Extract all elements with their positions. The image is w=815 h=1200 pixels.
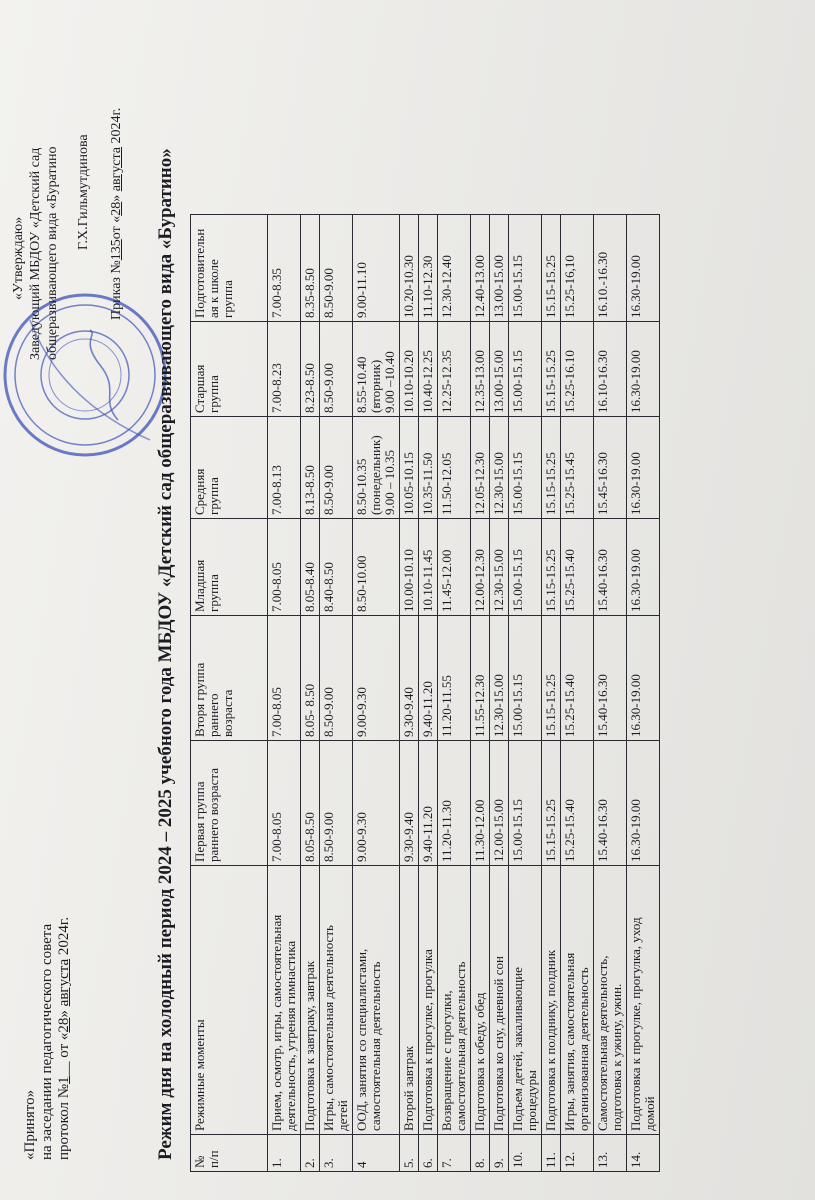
regime-moment-cell-line: Подготовка к завтраку, завтрак [302,960,317,1131]
middle-group-cell-line: 9.00 – 10.35 [382,450,397,515]
second-early-age-cell-line: 15.15-15.25 [543,674,558,737]
row-number-cell-line: 1. [269,1158,284,1168]
first-early-age-cell-line: 16.30-19.00 [628,799,643,862]
middle-group-cell-line: 8.50-10.35 [354,458,369,515]
senior-group-cell-line: 15.15-15.25 [543,350,558,413]
senior-group-cell-line: 15.25-16.10 [562,350,577,413]
row-number-cell [353,1135,400,1172]
regime-moment-cell [542,866,561,1135]
senior-group-cell [490,322,509,417]
junior-group-cell-line: 10.10-11.45 [420,549,435,612]
row-number-cell-line: 11. [543,1152,558,1168]
junior-group-cell [509,519,542,616]
first-early-age-cell [419,741,438,866]
preparatory-group-cell [509,215,542,322]
column-header [191,519,268,616]
junior-group-cell [353,519,400,616]
preparatory-group-cell [594,215,627,322]
senior-group-cell [301,322,320,417]
middle-group-cell [268,417,301,519]
regime-moment-cell [419,866,438,1135]
senior-group-cell-line: 12.35-13.00 [472,350,487,413]
middle-group-cell-line: 11.50-12.05 [439,452,454,515]
preparatory-group-cell-line: 16.30-19.00 [628,255,643,318]
row-number-cell-line: 10. [510,1151,525,1168]
senior-group-cell [509,322,542,417]
first-early-age-cell-line: 9.00-9.30 [354,812,369,862]
junior-group-cell [627,519,660,616]
row-number-cell-line: 7. [439,1158,454,1168]
junior-group-cell-line: 12.30-15.00 [491,549,506,612]
junior-group-cell-line: 8.40-8.50 [321,562,336,612]
first-early-age-cell [471,741,490,866]
regime-moment-cell [490,866,509,1135]
first-early-age-cell-line: 9.40-11.20 [420,806,435,862]
column-header [191,866,268,1135]
preparatory-group-cell-line: 8.35-8.50 [302,268,317,318]
table-row [627,215,660,1172]
table-row [353,215,400,1172]
row-number-cell [400,1135,419,1172]
preparatory-group-cell [542,215,561,322]
first-early-age-cell-line: 8.50-9.00 [321,812,336,862]
regime-moment-cell-line: Игры, самостоятельная деятельность [321,925,336,1131]
regime-moment-cell-line: Подготовка к прогулке, прогулка, уход [628,917,643,1131]
middle-group-cell [438,417,471,519]
second-early-age-cell-line: 9.30-9.40 [401,687,416,737]
table-row [509,215,542,1172]
first-early-age-cell-line: 15.40-16.30 [595,799,610,862]
second-early-age-cell-line: 16.30-19.00 [628,674,643,737]
senior-group-cell-line: 16.10-16.30 [595,350,610,413]
junior-group-cell-line: 8.50-10.00 [354,555,369,612]
first-early-age-cell [320,741,353,866]
second-early-age-cell [301,616,320,741]
second-early-age-cell [419,616,438,741]
column-header [191,1135,268,1172]
table-row [594,215,627,1172]
row-number-cell-line: 13. [595,1151,610,1168]
first-early-age-cell-line: 15.25-15.40 [562,799,577,862]
column-header-line: возраста [220,689,235,737]
junior-group-cell [268,519,301,616]
regime-moment-cell-line: ООД, занятия со специалистами, [354,948,369,1131]
approve-label: «Утверждаю» [11,216,26,300]
preparatory-group-cell [353,215,400,322]
junior-group-cell [471,519,490,616]
regime-moment-cell-line: Подготовка к обеду, обед [472,992,487,1131]
middle-group-cell [400,417,419,519]
regime-moment-cell-line: организованная деятельность [576,967,591,1131]
regime-moment-cell [471,866,490,1135]
preparatory-group-cell [471,215,490,322]
senior-group-cell [627,322,660,417]
senior-group-cell-line: 16.30-19.00 [628,350,643,413]
column-header-line: № [192,1155,207,1168]
preparatory-group-cell-line: 16.10.-16.30 [595,251,610,318]
regime-moment-cell [301,866,320,1135]
column-header-line: Первая группа [192,781,207,862]
junior-group-cell [320,519,353,616]
table-row [542,215,561,1172]
senior-group-cell-line: 8.55-10.40 [354,356,369,413]
regime-moment-cell-line: Второй завтрак [401,1045,416,1131]
junior-group-cell [438,519,471,616]
second-early-age-cell-line: 9.40-11.20 [420,681,435,737]
middle-group-cell [419,417,438,519]
second-early-age-cell-line: 11.55-12.30 [472,674,487,737]
table-body [268,215,660,1172]
preparatory-group-cell [400,215,419,322]
row-number-cell-line: 5. [401,1158,416,1168]
second-early-age-cell [542,616,561,741]
junior-group-cell [542,519,561,616]
first-early-age-cell-line: 7.00-8.05 [269,812,284,862]
protocol-line: протокол №1__ от «28» августа 2024г. [56,916,72,1160]
first-early-age-cell [594,741,627,866]
regime-moment-cell-line: Прием, осмотр, игры, самостоятельная [269,914,284,1131]
row-number-cell [627,1135,660,1172]
second-early-age-cell-line: 9.00-9.30 [354,687,369,737]
preparatory-group-cell-line: 15.25-16,10 [562,255,577,318]
senior-group-cell-line: 8.50-9.00 [321,363,336,413]
senior-group-cell [353,322,400,417]
senior-group-cell [320,322,353,417]
senior-group-cell-line: 7.00-8.23 [269,363,284,413]
regime-moment-cell [438,866,471,1135]
first-early-age-cell [438,741,471,866]
regime-moment-cell-line: Самостоятельная деятельность, [595,955,610,1131]
column-header-line: Младшая [192,559,207,612]
senior-group-cell [594,322,627,417]
row-number-cell-line: 4 [354,1161,369,1168]
junior-group-cell-line: 7.00-8.05 [269,562,284,612]
preparatory-group-cell-line: 11.10-12.30 [420,255,435,318]
first-early-age-cell [353,741,400,866]
head-position-line: Заведующий МБДОУ «Детский сад [28,147,43,360]
row-number-cell [268,1135,301,1172]
preparatory-group-cell-line: 13.00-15.00 [491,255,506,318]
preparatory-group-cell [438,215,471,322]
middle-group-cell-line: 10.05-10.15 [401,452,416,515]
junior-group-cell-line: 8.05-8.40 [302,562,317,612]
first-early-age-cell-line: 9.30-9.40 [401,812,416,862]
middle-group-cell-line: 12.30-15.00 [491,452,506,515]
middle-group-cell-line: 15.45-16.30 [595,452,610,515]
column-header [191,322,268,417]
first-early-age-cell-line: 11.20-11.30 [439,800,454,862]
middle-group-cell [490,417,509,519]
junior-group-cell-line: 15.40-16.30 [595,549,610,612]
senior-group-cell [268,322,301,417]
second-early-age-cell-line: 15.40-16.30 [595,674,610,737]
senior-group-cell-line: 8.23-8.50 [302,363,317,413]
regime-moment-cell-line: Подъем детей, закаливающие [510,967,525,1131]
council-line: на заседании педагогического совета [39,923,55,1160]
junior-group-cell-line: 12.00-12.30 [472,549,487,612]
junior-group-cell [301,519,320,616]
column-header-line: п/п [206,1150,221,1168]
column-header-line: группа [220,280,235,318]
regime-moment-cell-line: Возвращение с прогулки, [439,990,454,1131]
row-number-cell-line: 14. [628,1151,643,1168]
row-number-cell [419,1135,438,1172]
second-early-age-cell [400,616,419,741]
middle-group-cell [627,417,660,519]
preparatory-group-cell-line: 8.50-9.00 [321,268,336,318]
column-header-line: группа [206,477,221,515]
first-early-age-cell [542,741,561,866]
preparatory-group-cell-line: 10.20-10.30 [401,255,416,318]
column-header [191,741,268,866]
row-number-cell [542,1135,561,1172]
column-header [191,417,268,519]
regime-moment-cell [594,866,627,1135]
preparatory-group-cell-line: 12.40-13.00 [472,255,487,318]
second-early-age-cell-line: 15.25-15.40 [562,674,577,737]
regime-moment-cell-line: самостоятельная деятельность [368,961,383,1131]
senior-group-cell-line: 10.40-12.25 [420,350,435,413]
middle-group-cell [561,417,594,519]
row-number-cell [320,1135,353,1172]
second-early-age-cell-line: 15.00-15.15 [510,674,525,737]
first-early-age-cell-line: 15.15-15.25 [543,799,558,862]
middle-group-cell [301,417,320,519]
row-number-cell [490,1135,509,1172]
column-header-line: Режимные моменты [192,1019,207,1131]
second-early-age-cell [594,616,627,741]
senior-group-cell-line: 12.25-12.35 [439,350,454,413]
regime-moment-cell [320,866,353,1135]
junior-group-cell-line: 10.00-10.10 [401,549,416,612]
middle-group-cell-line: 15.25-15.45 [562,452,577,515]
row-number-cell [301,1135,320,1172]
preparatory-group-cell [419,215,438,322]
row-number-cell-line: 6. [420,1158,435,1168]
second-early-age-cell [268,616,301,741]
regime-moment-cell [509,866,542,1135]
junior-group-cell [419,519,438,616]
first-early-age-cell-line: 8.05-8.50 [302,812,317,862]
senior-group-cell [400,322,419,417]
kindergarten-name-line: общеразвивающего вида «Буратино [45,146,60,360]
daily-regime-table [190,214,660,1172]
second-early-age-cell [471,616,490,741]
column-header [191,616,268,741]
second-early-age-cell-line: 8.05- 8.50 [302,683,317,737]
middle-group-cell-line: 15.15-15.25 [543,452,558,515]
approval-block-left [22,800,73,1160]
second-early-age-cell-line: 8.50-9.00 [321,687,336,737]
first-early-age-cell [490,741,509,866]
middle-group-cell-line: 8.50-9.00 [321,465,336,515]
preparatory-group-cell [268,215,301,322]
second-early-age-cell [561,616,594,741]
junior-group-cell [594,519,627,616]
senior-group-cell [542,322,561,417]
row-number-cell-line: 12. [562,1151,577,1168]
junior-group-cell-line: 15.15-15.25 [543,549,558,612]
middle-group-cell-line: 7.00-8.13 [269,465,284,515]
senior-group-cell [419,322,438,417]
middle-group-cell [542,417,561,519]
column-header-line: ая к школе [206,259,221,318]
regime-moment-cell-line: подготовка к ужину, ужин. [609,983,624,1131]
first-early-age-cell-line: 12.00-15.00 [491,799,506,862]
middle-group-cell [594,417,627,519]
regime-moment-cell [400,866,419,1135]
middle-group-cell-line: (понедельник) [368,435,383,515]
table-row [268,215,301,1172]
column-header-line: раннего возраста [206,767,221,862]
preparatory-group-cell-line: 15.00-15.15 [510,255,525,318]
middle-group-cell-line: 12.05-12.30 [472,452,487,515]
first-early-age-cell [561,741,594,866]
accepted-label: «Принято» [22,1089,38,1160]
middle-group-cell-line: 8.13-8.50 [302,465,317,515]
regime-moment-cell [627,866,660,1135]
first-early-age-cell [301,741,320,866]
middle-group-cell [353,417,400,519]
second-early-age-cell-line: 11.20-11.55 [439,675,454,737]
row-number-cell [471,1135,490,1172]
first-early-age-cell [627,741,660,866]
middle-group-cell-line: 15.00-15.15 [510,452,525,515]
regime-moment-cell-line: Подготовка к прогулке, прогулка [420,949,435,1131]
table-row [419,215,438,1172]
column-header-line: Подготовительн [192,228,207,318]
row-number-cell [594,1135,627,1172]
regime-moment-cell-line: Игры, занятия, самостоятельная [562,952,577,1131]
head-name-line: Г.Х.Гильмутдинова [76,134,91,250]
row-number-cell-line: 9. [491,1158,506,1168]
column-header-line: группа [206,574,221,612]
junior-group-cell [561,519,594,616]
first-early-age-cell-line: 11.30-12.00 [472,799,487,862]
table-row [438,215,471,1172]
regime-moment-cell [268,866,301,1135]
senior-group-cell-line: 9.00 –10.40 [382,351,397,413]
middle-group-cell [471,417,490,519]
second-early-age-cell [627,616,660,741]
middle-group-cell-line: 10.35-11.50 [420,452,435,515]
preparatory-group-cell [320,215,353,322]
preparatory-group-cell-line: 15.15-15.25 [543,255,558,318]
column-header-line: Старшая [192,364,207,413]
column-header [191,215,268,322]
junior-group-cell-line: 15.00-15.15 [510,549,525,612]
column-header-line: группа [206,375,221,413]
junior-group-cell [490,519,509,616]
preparatory-group-cell [490,215,509,322]
second-early-age-cell [509,616,542,741]
table-row [301,215,320,1172]
preparatory-group-cell-line: 12.30-12.40 [439,255,454,318]
row-number-cell [509,1135,542,1172]
table-row [400,215,419,1172]
table-row [471,215,490,1172]
row-number-cell-line: 3. [321,1158,336,1168]
regime-moment-cell [353,866,400,1135]
regime-moment-cell-line: домой [642,1096,657,1131]
senior-group-cell-line: 15.00-15.15 [510,350,525,413]
row-number-cell [561,1135,594,1172]
first-early-age-cell [509,741,542,866]
regime-moment-cell-line: процедуры [524,1070,539,1131]
senior-group-cell [438,322,471,417]
senior-group-cell-line: 13.00-15.00 [491,350,506,413]
regime-moment-cell-line: Подготовка к полднику, полдник [543,949,558,1131]
second-early-age-cell-line: 7.00-8.05 [269,687,284,737]
row-number-cell-line: 2. [302,1158,317,1168]
row-number-cell-line: 8. [472,1158,487,1168]
regime-moment-cell-line: детей [335,1100,350,1131]
first-early-age-cell [400,741,419,866]
first-early-age-cell [268,741,301,866]
senior-group-cell-line: 10.10-10.20 [401,350,416,413]
junior-group-cell-line: 16.30-19.00 [628,549,643,612]
regime-moment-cell-line: Подготовка ко сну, дневной сон [491,956,506,1131]
table-header-row [191,215,268,1172]
approval-block-right [10,40,125,360]
preparatory-group-cell [627,215,660,322]
table-row [561,215,594,1172]
senior-group-cell [561,322,594,417]
junior-group-cell [400,519,419,616]
table-row [490,215,509,1172]
middle-group-cell [509,417,542,519]
column-header-line: Средняя [192,468,207,515]
junior-group-cell-line: 15.25-15.40 [562,549,577,612]
column-header-line: Вторя группа [192,662,207,737]
second-early-age-cell-line: 12.30-15.00 [491,674,506,737]
preparatory-group-cell [561,215,594,322]
regime-moment-cell-line: самостоятельная деятельность [453,961,468,1131]
regime-moment-cell [561,866,594,1135]
junior-group-cell-line: 11.45-12.00 [439,549,454,612]
document-title: Режим дня на холодный период 2024 – 2025 учебного года МБДОУ «Детский сад общеразвивающего вида «Буратино» [155,148,176,1160]
preparatory-group-cell-line: 9.00-11.10 [354,262,369,318]
row-number-cell [438,1135,471,1172]
middle-group-cell-line: 16.30-19.00 [628,452,643,515]
preparatory-group-cell [301,215,320,322]
second-early-age-cell [490,616,509,741]
first-early-age-cell-line: 15.00-15.15 [510,799,525,862]
regime-moment-cell-line: деятельность, утреняя гимнастика [283,940,298,1131]
second-early-age-cell [438,616,471,741]
middle-group-cell [320,417,353,519]
table-row [320,215,353,1172]
senior-group-cell-line: (вторник) [368,359,383,413]
second-early-age-cell [320,616,353,741]
column-header-line: раннего [206,693,221,737]
order-line: Приказ №135от «28» августа 2024г. [109,107,124,320]
second-early-age-cell [353,616,400,741]
preparatory-group-cell-line: 7.00-8.35 [269,268,284,318]
senior-group-cell [471,322,490,417]
